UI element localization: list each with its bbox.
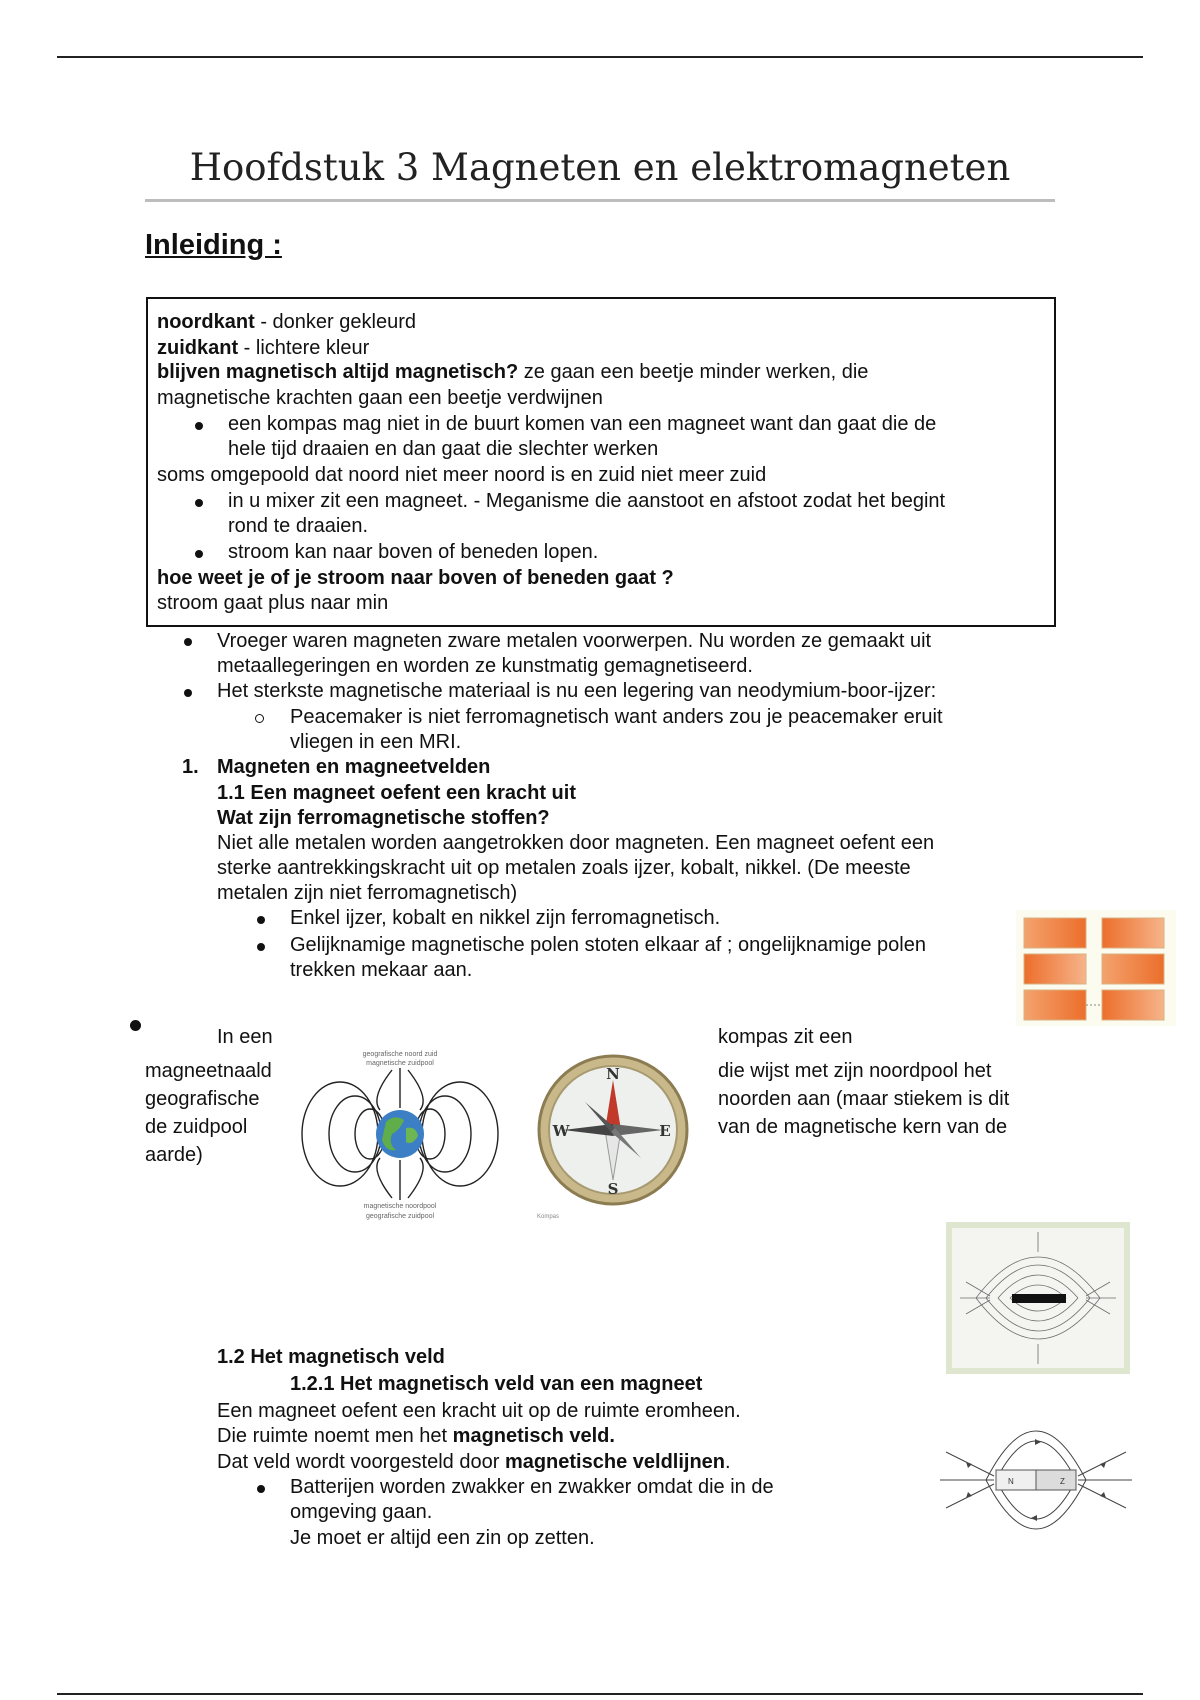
list-gelijk-2: trekken mekaar aan. bbox=[290, 959, 473, 981]
list-sterkste: Het sterkste magnetische materiaal is nu een legering van neodymium-boor-ijzer: bbox=[217, 680, 937, 702]
list-vroeger-1: Vroeger waren magneten zware metalen voorwerpen. Nu worden ze gemaakt uit bbox=[217, 630, 932, 652]
compass-text-l3: geografische bbox=[145, 1088, 260, 1110]
question-ferro: Wat zijn ferromagnetische stoffen? bbox=[217, 807, 550, 829]
compass-text-r2: die wijst met zijn noordpool het bbox=[718, 1060, 992, 1082]
para-line-1: Niet alle metalen worden aangetrokken door magneten. Een magneet oefent een bbox=[217, 832, 935, 854]
sec12-line-1: Een magneet oefent een kracht uit op de ruimte eromheen. bbox=[217, 1400, 741, 1422]
bullet bbox=[195, 550, 203, 558]
para-line-3: metalen zijn niet ferromagnetisch) bbox=[217, 882, 518, 904]
compass-image bbox=[535, 1052, 695, 1222]
bullet bbox=[195, 499, 203, 507]
bottom-rule bbox=[57, 1693, 1143, 1695]
page-title: Hoofdstuk 3 Magneten en elektromagneten bbox=[189, 146, 1011, 189]
bar-label-n: N bbox=[1008, 1477, 1014, 1486]
top-rule bbox=[57, 56, 1143, 58]
compass-text-l2: magneetnaald bbox=[145, 1060, 272, 1082]
box-line-blijven-2: magnetische krachten gaan een beetje verdwijnen bbox=[157, 387, 603, 409]
compass-text-l5: aarde) bbox=[145, 1144, 203, 1166]
earth-label-bot2: geografische zuidpool bbox=[365, 1213, 435, 1220]
bar-magnet-field-image bbox=[936, 1392, 1136, 1568]
section-1-1-title: 1.1 Een magneet oefent een kracht uit bbox=[217, 782, 576, 804]
compass-letter-s: S bbox=[607, 1180, 619, 1198]
list-peace-2: vliegen in een MRI. bbox=[290, 731, 462, 753]
compass-caption: Kompas bbox=[537, 1214, 560, 1220]
list-vroeger-2: metaallegeringen en worden ze kunstmatig gemagnetiseerd. bbox=[217, 655, 753, 677]
compass-letter-w: W bbox=[552, 1122, 570, 1140]
sec12-bat-3: Je moet er altijd een zin op zetten. bbox=[290, 1527, 595, 1549]
title-underline bbox=[145, 199, 1055, 202]
iron-filings-image bbox=[946, 1222, 1130, 1374]
bullet bbox=[257, 943, 265, 951]
section-heading-inleiding: Inleiding : bbox=[145, 229, 282, 261]
box-mixer-2: rond te draaien. bbox=[228, 515, 369, 537]
compass-text-r3: noorden aan (maar stiekem is dit bbox=[718, 1088, 1010, 1110]
box-mixer-1: in u mixer zit een magneet. - Meganisme die aanstoot en afstoot zodat het begint bbox=[228, 490, 946, 512]
sec12-bat-1: Batterijen worden zwakker en zwakker omdat die in de bbox=[290, 1476, 774, 1498]
section-1-2-title: 1.2 Het magnetisch veld bbox=[217, 1346, 445, 1368]
box-kompas-2: hele tijd draaien en dan gaat die slechter werken bbox=[228, 438, 659, 460]
bullet bbox=[184, 689, 192, 697]
earth-label-top2: magnetische zuidpool bbox=[366, 1060, 434, 1067]
box-kompas-1: een kompas mag niet in de buurt komen van een magneet want dan gaat die de bbox=[228, 413, 937, 435]
sec12-line-2: Die ruimte noemt men het magnetisch veld. bbox=[217, 1425, 615, 1447]
box-line-zuidkant: zuidkant - lichtere kleur bbox=[157, 337, 370, 359]
sub-bullet bbox=[255, 714, 264, 723]
section-1-2-1-title: 1.2.1 Het magnetisch veld van een magneet bbox=[290, 1373, 703, 1395]
earth-label-top1: geografische noord zuid bbox=[362, 1051, 438, 1058]
para-line-2: sterke aantrekkingskracht uit op metalen zoals ijzer, kobalt, nikkel. (De meeste bbox=[217, 857, 911, 879]
list-peace-1: Peacemaker is niet ferromagnetisch want anders zou je peacemaker eruit bbox=[290, 706, 943, 728]
bar-label-z: Z bbox=[1060, 1477, 1065, 1486]
compass-text-l1: In een bbox=[217, 1026, 273, 1048]
box-line-noordkant: noordkant - donker gekleurd bbox=[157, 311, 416, 333]
section-1-title: Magneten en magneetvelden bbox=[217, 756, 491, 778]
list-number: 1. bbox=[182, 756, 199, 778]
box-stroom: stroom kan naar boven of beneden lopen. bbox=[228, 541, 599, 563]
list-enkel: Enkel ijzer, kobalt en nikkel zijn ferromagnetisch. bbox=[290, 907, 721, 929]
list-gelijk-1: Gelijknamige magnetische polen stoten elkaar af ; ongelijknamige polen bbox=[290, 934, 926, 956]
earth-field-lines-image bbox=[300, 1048, 500, 1224]
box-soms: soms omgepoold dat noord niet meer noord is en zuid niet meer zuid bbox=[157, 464, 767, 486]
earth-label-bot1: magnetische noordpool bbox=[363, 1203, 437, 1210]
bullet bbox=[257, 1485, 265, 1493]
bullet bbox=[195, 422, 203, 430]
compass-letter-n: N bbox=[606, 1065, 620, 1083]
bullet bbox=[130, 1020, 141, 1031]
sec12-bat-2: omgeving gaan. bbox=[290, 1501, 433, 1523]
bullet bbox=[184, 638, 192, 646]
box-vraag: hoe weet je of je stroom naar boven of beneden gaat ? bbox=[157, 567, 674, 589]
compass-text-r1: kompas zit een bbox=[718, 1026, 853, 1048]
box-line-blijven: blijven magnetisch altijd magnetisch? ze gaan een beetje minder werken, die bbox=[157, 361, 869, 383]
magnet-pairs-image bbox=[1016, 910, 1176, 1026]
compass-text-l4: de zuidpool bbox=[145, 1116, 248, 1138]
compass-text-r4: van de magnetische kern van de bbox=[718, 1116, 1008, 1138]
compass-letter-e: E bbox=[659, 1122, 671, 1140]
bullet bbox=[257, 916, 265, 924]
box-antwoord: stroom gaat plus naar min bbox=[157, 592, 389, 614]
sec12-line-3: Dat veld wordt voorgesteld door magnetische veldlijnen. bbox=[217, 1451, 731, 1473]
